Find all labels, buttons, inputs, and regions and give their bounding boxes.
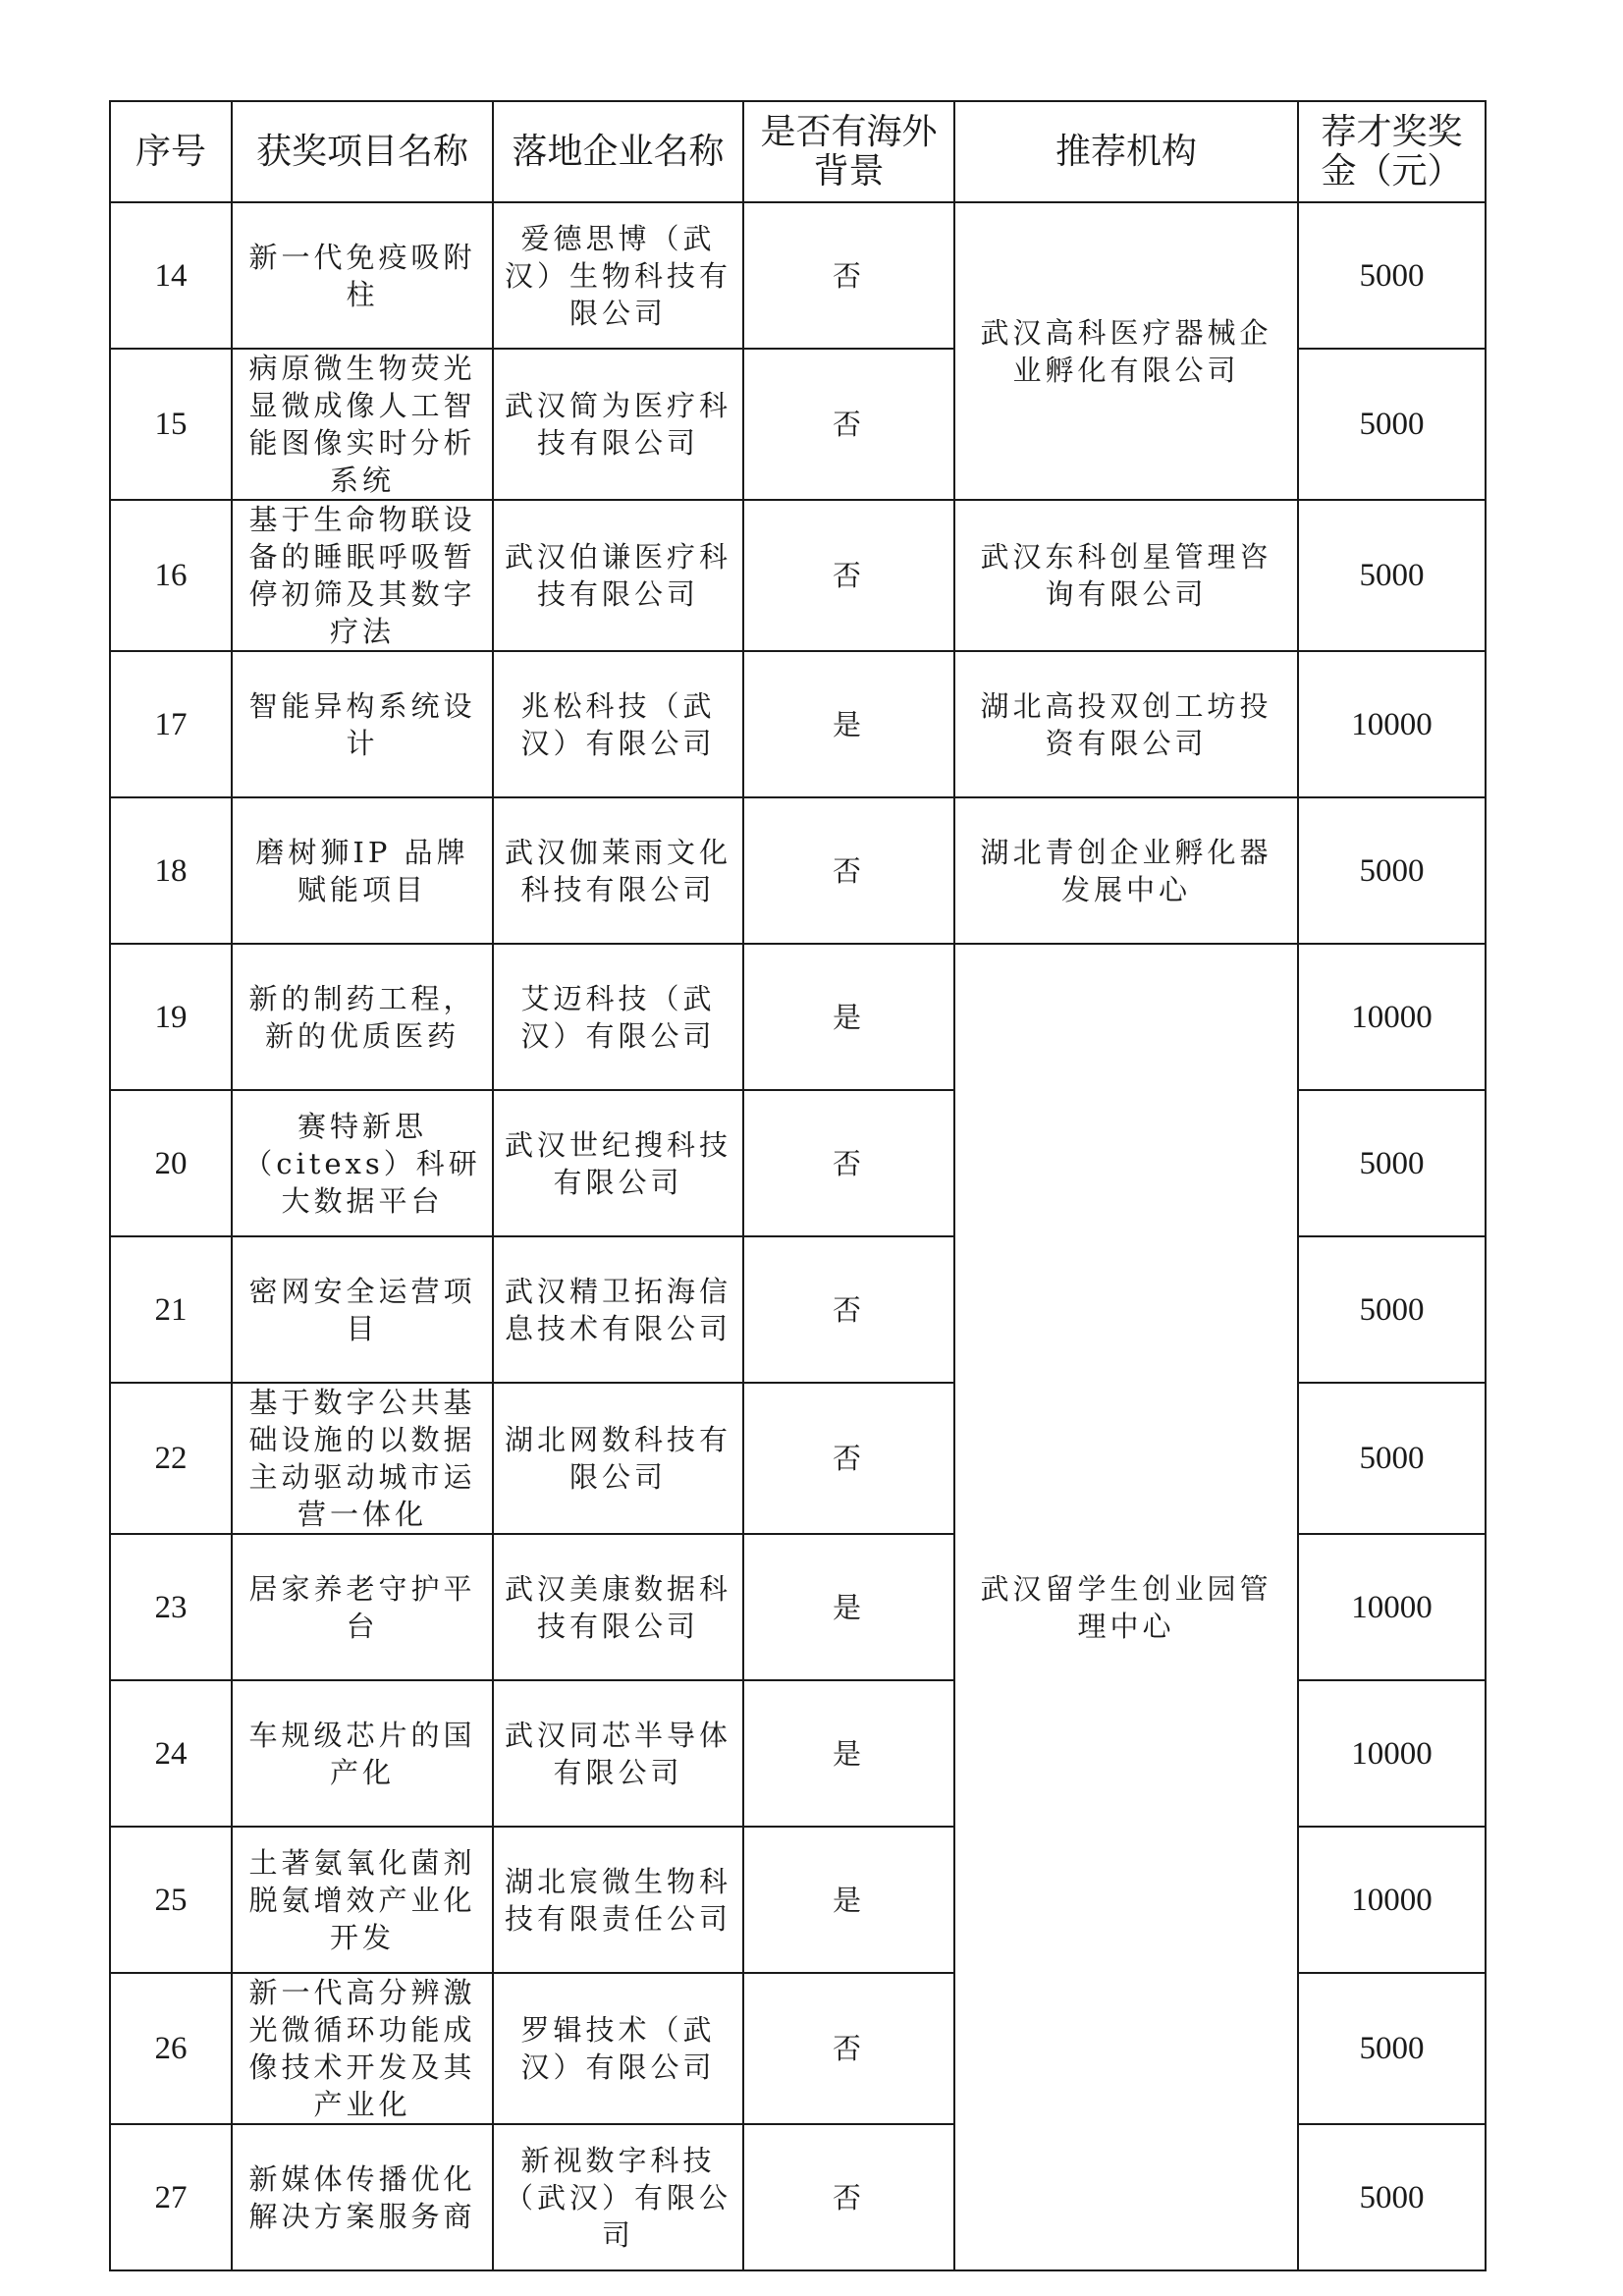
overseas-flag: 否 <box>743 1973 954 2124</box>
overseas-flag: 是 <box>743 1680 954 1827</box>
recommender-name: 武汉东科创星管理咨询有限公司 <box>954 500 1298 651</box>
project-name <box>232 202 493 349</box>
company-name-text: 艾迈科技（武汉）有限公司 <box>520 981 716 1053</box>
project-name <box>232 1090 493 1236</box>
header-company: 落地企业名称 <box>493 101 743 202</box>
company-name-text: 爱德思博（武汉）生物科技有限公司 <box>504 221 731 330</box>
award-amount: 10000 <box>1298 1827 1486 1973</box>
project-name-text: 居家养老守护平台 <box>248 1571 476 1643</box>
project-name-text: 新媒体传播优化解决方案服务商 <box>248 2161 476 2233</box>
company-name-text: 兆松科技（武汉）有限公司 <box>520 688 716 760</box>
company-name-text: 新视数字科技（武汉）有限公司 <box>504 2143 731 2252</box>
company-name <box>493 1827 743 1973</box>
overseas-flag: 是 <box>743 944 954 1090</box>
overseas-flag: 是 <box>743 651 954 797</box>
project-name-text: 病原微生物荧光显微成像人工智能图像实时分析系统 <box>248 352 476 497</box>
row-number: 21 <box>110 1236 232 1383</box>
project-name-text: 智能异构系统设计 <box>248 688 476 760</box>
project-name <box>232 1534 493 1680</box>
row-number: 20 <box>110 1090 232 1236</box>
table-row <box>110 202 1486 349</box>
row-number: 24 <box>110 1680 232 1827</box>
project-name <box>232 797 493 944</box>
project-name <box>232 1236 493 1383</box>
award-amount: 5000 <box>1298 1236 1486 1383</box>
overseas-flag: 否 <box>743 1236 954 1383</box>
overseas-flag: 是 <box>743 1827 954 1973</box>
project-name-text: 新一代免疫吸附柱 <box>248 240 476 311</box>
company-name <box>493 651 743 797</box>
award-amount: 10000 <box>1298 1680 1486 1827</box>
award-amount: 10000 <box>1298 1534 1486 1680</box>
company-name <box>493 1236 743 1383</box>
company-name-text: 武汉精卫拓海信息技术有限公司 <box>504 1274 731 1345</box>
project-name-text: 基于生命物联设备的睡眠呼吸暂停初筛及其数字疗法 <box>248 503 476 648</box>
project-name-text: 基于数字公共基础设施的以数据主动驱动城市运营一体化 <box>248 1386 476 1531</box>
project-name <box>232 1827 493 1973</box>
company-name <box>493 349 743 500</box>
project-name-text: 新一代高分辨激光微循环功能成像技术开发及其产业化 <box>248 1976 476 2121</box>
project-name <box>232 349 493 500</box>
project-name <box>232 944 493 1090</box>
header-recommender: 推荐机构 <box>954 101 1298 202</box>
company-name-text: 武汉伯谦医疗科技有限公司 <box>504 540 731 611</box>
award-amount: 10000 <box>1298 651 1486 797</box>
table-row <box>110 944 1486 1090</box>
header-amount: 荐才奖奖金（元） <box>1298 101 1486 202</box>
company-name <box>493 1680 743 1827</box>
company-name <box>493 1973 743 2124</box>
row-number: 18 <box>110 797 232 944</box>
row-number: 16 <box>110 500 232 651</box>
recommender-name: 湖北高投双创工坊投资有限公司 <box>954 651 1298 797</box>
company-name-text: 罗辑技术（武汉）有限公司 <box>520 2013 716 2084</box>
project-name <box>232 651 493 797</box>
overseas-flag: 否 <box>743 349 954 500</box>
recommender-name: 武汉高科医疗器械企业孵化有限公司 <box>954 202 1298 500</box>
company-name-text: 武汉美康数据科技有限公司 <box>504 1571 731 1643</box>
award-amount: 5000 <box>1298 1383 1486 1534</box>
overseas-flag: 否 <box>743 1383 954 1534</box>
company-name-text: 湖北宸微生物科技有限责任公司 <box>504 1864 731 1936</box>
award-amount: 5000 <box>1298 349 1486 500</box>
project-name-text: 土著氨氧化菌剂脱氨增效产业化开发 <box>248 1845 476 1954</box>
award-amount: 5000 <box>1298 1090 1486 1236</box>
company-name <box>493 2124 743 2270</box>
overseas-flag: 否 <box>743 202 954 349</box>
company-name-text: 武汉简为医疗科技有限公司 <box>504 389 731 460</box>
row-number: 19 <box>110 944 232 1090</box>
row-number: 27 <box>110 2124 232 2270</box>
overseas-flag: 是 <box>743 1534 954 1680</box>
project-name <box>232 500 493 651</box>
row-number: 23 <box>110 1534 232 1680</box>
project-name-text: 磨树狮IP 品牌赋能项目 <box>255 835 469 906</box>
row-number: 15 <box>110 349 232 500</box>
row-number: 26 <box>110 1973 232 2124</box>
header-row <box>110 101 1486 202</box>
header-project: 获奖项目名称 <box>232 101 493 202</box>
project-name <box>232 2124 493 2270</box>
table-row <box>110 797 1486 944</box>
company-name <box>493 500 743 651</box>
award-amount: 5000 <box>1298 202 1486 349</box>
project-name <box>232 1973 493 2124</box>
company-name-text: 武汉伽莱雨文化科技有限公司 <box>504 835 731 906</box>
project-name-text: 密网安全运营项目 <box>248 1274 476 1345</box>
company-name <box>493 1534 743 1680</box>
recommender-name: 湖北青创企业孵化器发展中心 <box>954 797 1298 944</box>
overseas-flag: 否 <box>743 500 954 651</box>
company-name <box>493 944 743 1090</box>
company-name <box>493 797 743 944</box>
overseas-flag: 否 <box>743 2124 954 2270</box>
company-name-text: 武汉同芯半导体有限公司 <box>504 1718 731 1789</box>
recommender-name: 武汉留学生创业园管理中心 <box>954 944 1298 2270</box>
table-body <box>110 202 1486 2270</box>
row-number: 14 <box>110 202 232 349</box>
award-amount: 5000 <box>1298 1973 1486 2124</box>
award-amount: 5000 <box>1298 797 1486 944</box>
award-amount: 5000 <box>1298 2124 1486 2270</box>
company-name <box>493 202 743 349</box>
project-name-text: 车规级芯片的国产化 <box>248 1718 476 1789</box>
project-name <box>232 1680 493 1827</box>
row-number: 22 <box>110 1383 232 1534</box>
table-row <box>110 651 1486 797</box>
company-name-text: 湖北网数科技有限公司 <box>504 1423 731 1494</box>
company-name-text: 武汉世纪搜科技有限公司 <box>504 1127 731 1199</box>
company-name <box>493 1383 743 1534</box>
row-number: 25 <box>110 1827 232 1973</box>
project-name-text: 赛特新思（citexs）科研大数据平台 <box>243 1109 481 1218</box>
overseas-flag: 否 <box>743 1090 954 1236</box>
project-name <box>232 1383 493 1534</box>
award-amount: 5000 <box>1298 500 1486 651</box>
overseas-flag: 否 <box>743 797 954 944</box>
row-number: 17 <box>110 651 232 797</box>
company-name <box>493 1090 743 1236</box>
award-amount: 10000 <box>1298 944 1486 1090</box>
table-row <box>110 500 1486 651</box>
project-name-text: 新的制药工程，新的优质医药 <box>248 981 476 1053</box>
header-no: 序号 <box>110 101 232 202</box>
header-overseas: 是否有海外背景 <box>743 101 954 202</box>
award-table <box>109 100 1487 2271</box>
